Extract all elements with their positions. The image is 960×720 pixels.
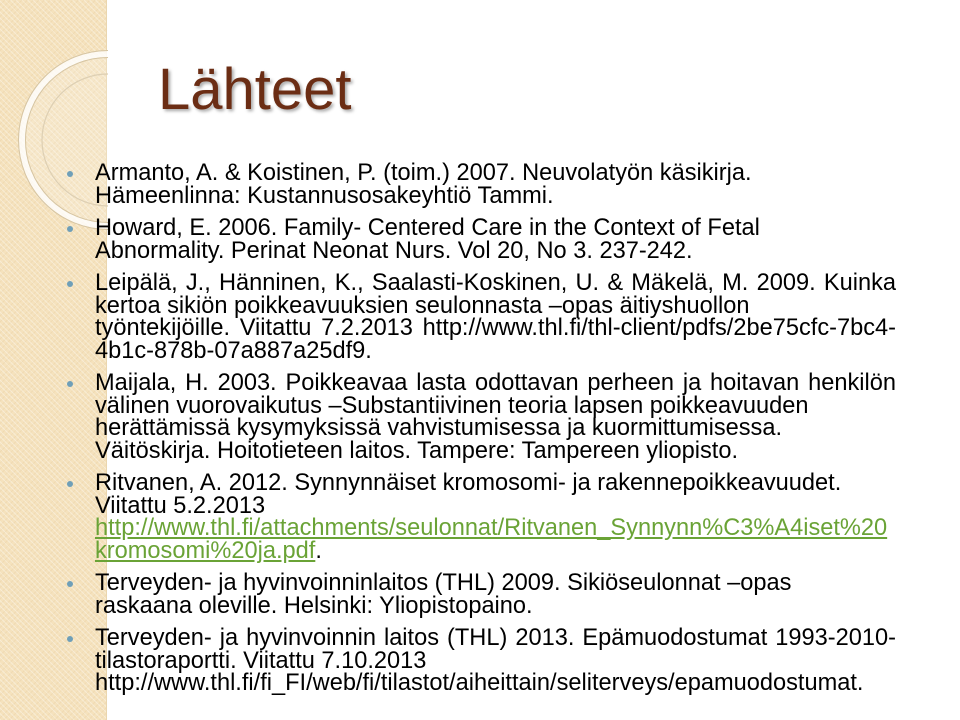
reference-line: Väitöskirja. Hoitotieteen laitos. Tampere: Tampereen yliopisto. [95,437,739,464]
reference-line: kertoa sikiön poikkeavuuksien seulonnasta –opas äitiyshuollon [95,292,750,319]
reference-line: raskaana oleville. Helsinki: Yliopistopaino. [95,592,533,619]
reference-line: Hämeenlinna: Kustannusosakeyhtiö Tammi. [95,182,554,209]
reference-line: Ritvanen, A. 2012. Synnynnäiset kromosomi- ja rakennepoikkeavuudet. [95,470,842,496]
reference-item [95,627,896,695]
reference-line [95,517,896,540]
bullet-icon [67,281,73,287]
reference-line: http://www.thl.fi/fi_FI/web/fi/tilastot/aiheittain/seliterveys/epamuodostumat. [95,670,864,696]
reference-line: Viitattu 5.2.2013 [95,492,266,519]
reference-item [95,162,896,207]
reference-list [95,162,896,695]
reference-line: Terveyden- ja hyvinvoinnin laitos (THL) 2013. Epämuodostumat 1993-2010- [95,625,896,651]
bullet-icon [67,581,73,587]
ring-decoration [0,0,108,250]
reference-item [95,572,896,617]
reference-link[interactable]: kromosomi%20ja.pdf [95,537,316,564]
reference-line [95,537,896,564]
reference-item [95,217,896,262]
reference-link[interactable]: http://www.thl.fi/attachments/seulonnat/Ritvanen_Synnynn%C3%A4iset%20 [95,515,888,541]
bullet-icon [67,226,73,232]
reference-line: 4b1c-878b-07a887a25df9. [95,337,372,364]
bullet-icon [67,381,73,387]
bullet-icon [67,636,73,642]
reference-line: Abnormality. Perinat Neonat Nurs. Vol 20, No 3. 237-242. [95,237,693,264]
reference-line: Armanto, A. & Koistinen, P. (toim.) 2007. Neuvolatyön käsikirja. [95,160,752,186]
reference-item [95,272,896,362]
reference-item [95,372,896,462]
reference-line: Maijala, H. 2003. Poikkeavaa lasta odottavan perheen ja hoitavan henkilön [95,370,896,396]
bullet-icon [67,171,73,177]
bullet-icon [67,481,73,487]
reference-line: välinen vuorovaikutus –Substantiivinen teoria lapsen poikkeavuuden [95,392,809,419]
reference-line: Howard, E. 2006. Family- Centered Care in the Context of Fetal [95,215,760,241]
reference-line: työntekijöille. Viitattu 7.2.2013 http://www.thl.fi/thl-client/pdfs/2be75cfc-7bc4- [95,315,896,341]
reference-line: Leipälä, J., Hänninen, K., Saalasti-Koskinen, U. & Mäkelä, M. 2009. Kuinka [95,270,896,296]
reference-line: Terveyden- ja hyvinvoinninlaitos (THL) 2009. Sikiöseulonnat –opas [95,570,792,596]
reference-line: tilastoraportti. Viitattu 7.10.2013 [95,647,427,674]
slide-title: Lähteet [158,57,352,122]
reference-item [95,472,896,562]
link-trailing-period: . [315,537,322,564]
reference-line: herättämissä kysymyksissä vahvistumisessa ja kuormittumisessa. [95,415,783,441]
